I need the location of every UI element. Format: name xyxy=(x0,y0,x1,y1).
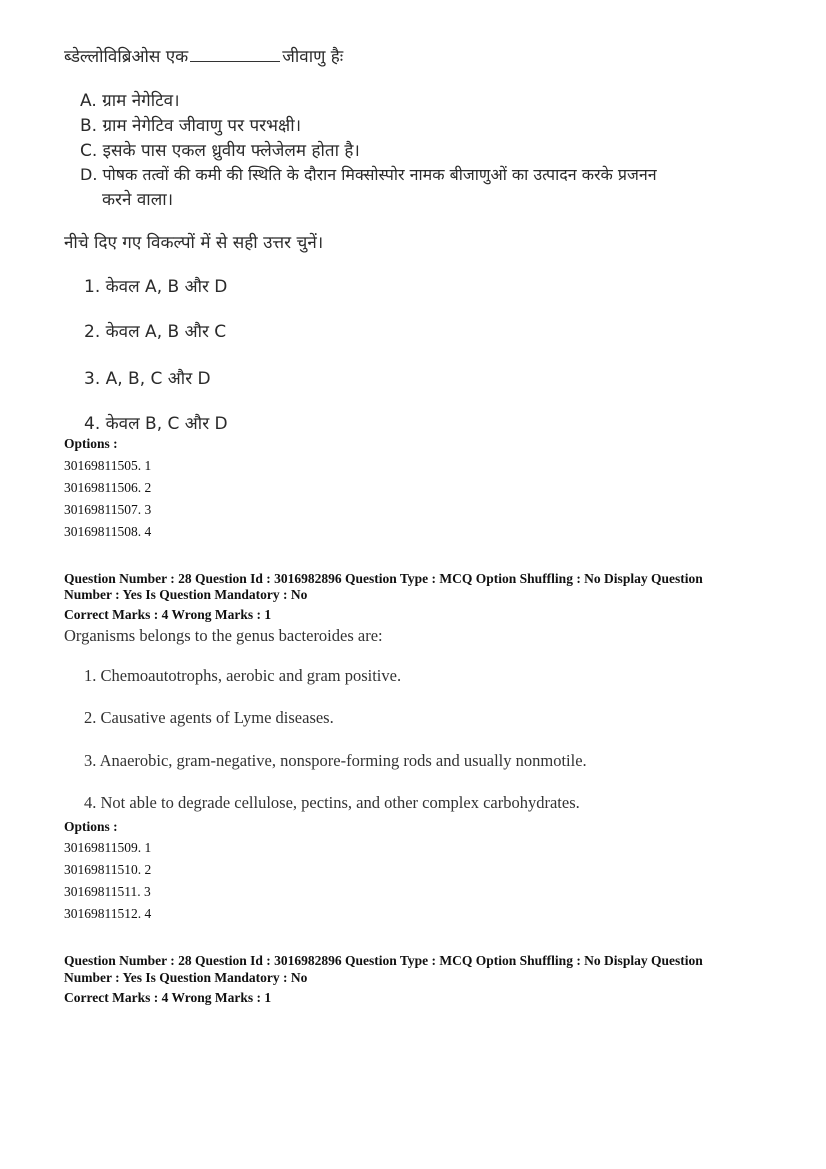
q1-statement-d: D. पोषक तत्वों की कमी की स्थिति के दौरान मिक्सोस्पोर नामक बीजाणुओं का उत्पादन करके प्रजनन xyxy=(80,165,657,184)
q2-choice-1: 1. Chemoautotrophs, aerobic and gram positive. xyxy=(84,666,402,685)
q1-statement-d-cont: करने वाला। xyxy=(102,190,174,210)
q2-option-3: 30169811511. 3 xyxy=(64,884,151,899)
q2-meta-line2: Number : Yes Is Question Mandatory : No xyxy=(64,587,308,602)
q1-stem-after: जीवाणु हैः xyxy=(282,47,344,67)
q3-marks: Correct Marks : 4 Wrong Marks : 1 xyxy=(64,990,272,1005)
question-1-image xyxy=(64,0,784,440)
q2-option-2: 30169811510. 2 xyxy=(64,862,152,877)
q1-statement-b: B. ग्राम नेगेटिव जीवाणु पर परभक्षी। xyxy=(80,116,302,136)
q1-choice-4: 4. केवल B, C और D xyxy=(84,414,228,434)
q1-blank xyxy=(190,47,280,62)
q1-option-2: 30169811506. 2 xyxy=(64,480,152,495)
q1-choice-3: 3. A, B, C और D xyxy=(84,369,211,389)
q3-meta-line2: Number : Yes Is Question Mandatory : No xyxy=(64,970,308,985)
q1-option-1: 30169811505. 1 xyxy=(64,458,152,473)
q1-stem xyxy=(64,44,343,67)
question-2-image xyxy=(64,620,784,820)
q2-options-label: Options : xyxy=(64,819,118,834)
q1-choice-1: 1. केवल A, B और D xyxy=(84,277,228,297)
q1-choice-2: 2. केवल A, B और C xyxy=(84,322,227,342)
q3-meta-line1: Question Number : 28 Question Id : 3016982896 Question Type : MCQ Option Shuffling : No Display Question xyxy=(64,953,703,968)
q1-options-label: Options : xyxy=(64,436,118,451)
q2-choice-4: 4. Not able to degrade cellulose, pectins, and other complex carbohydrates. xyxy=(84,793,580,812)
q2-option-4: 30169811512. 4 xyxy=(64,906,152,921)
q2-choice-2: 2. Causative agents of Lyme diseases. xyxy=(84,708,334,727)
q1-option-3: 30169811507. 3 xyxy=(64,502,152,517)
q1-statement-c: C. इसके पास एकल ध्रुवीय फ्लेजेलम होता है। xyxy=(80,141,360,161)
q1-option-4: 30169811508. 4 xyxy=(64,524,152,539)
q1-statement-a: A. ग्राम नेगेटिव। xyxy=(80,91,180,111)
q2-option-1: 30169811509. 1 xyxy=(64,840,152,855)
q1-instruction: नीचे दिए गए विकल्पों में से सही उत्तर चुनें। xyxy=(64,233,324,253)
q2-meta-line1: Question Number : 28 Question Id : 3016982896 Question Type : MCQ Option Shuffling : No Display Question xyxy=(64,571,703,586)
q2-marks: Correct Marks : 4 Wrong Marks : 1 xyxy=(64,607,272,622)
q2-stem: Organisms belongs to the genus bacteroides are: xyxy=(64,626,383,645)
q2-choice-3: 3. Anaerobic, gram-negative, nonspore-forming rods and usually nonmotile. xyxy=(84,751,587,770)
q1-stem-text: ब्डेल्लोविब्रिओस एक xyxy=(64,47,189,67)
